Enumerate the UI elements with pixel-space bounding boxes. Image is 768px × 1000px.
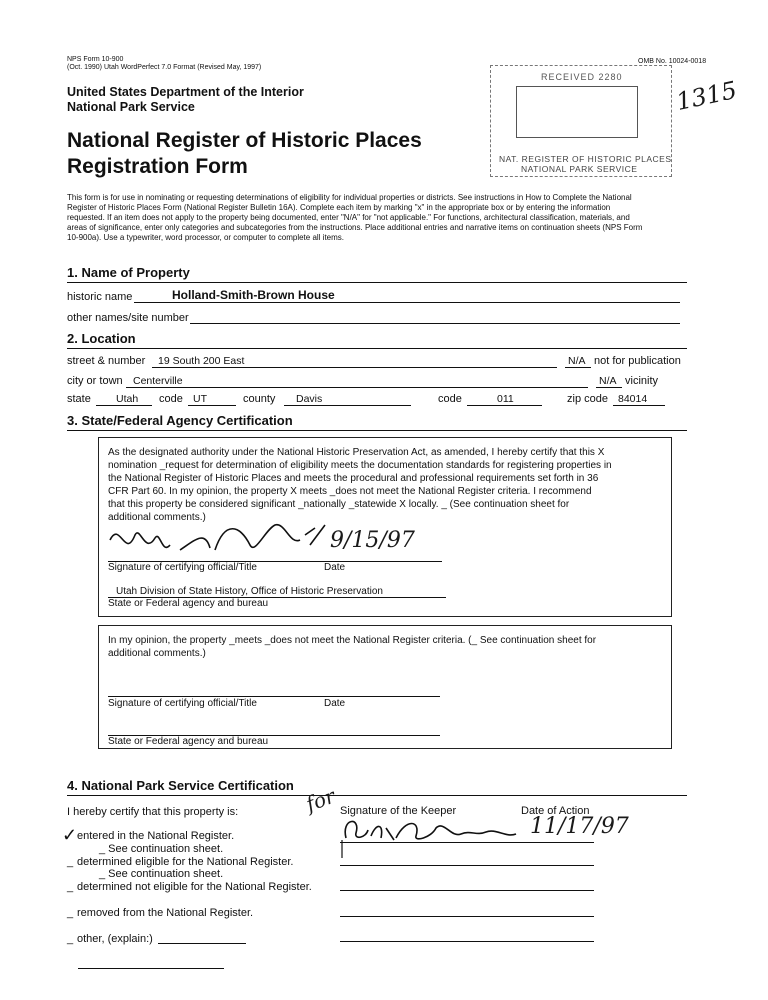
city-label: city or town	[67, 375, 123, 387]
received-stamp	[490, 65, 672, 177]
action-date-handwritten: 11/17/97	[530, 814, 629, 839]
nfp-line	[565, 367, 591, 368]
state-code-label: code	[159, 393, 183, 405]
certifying-date-handwritten: 9/15/97	[330, 528, 415, 553]
stamp-received: RECEIVED 2280	[541, 72, 623, 82]
other-names-label: other names/site number	[67, 312, 189, 324]
instructions-line-3: requested. If an item does not apply to the property being documented, enter "N/A" for "not applicable." For functions, architectural classification, materials, and	[67, 213, 630, 222]
opinion-signature-line[interactable]	[108, 696, 440, 697]
historic-name-label: historic name	[67, 291, 133, 303]
other-names-field[interactable]	[190, 323, 680, 324]
cert-line-4: CFR Part 60. In my opinion, the property X meets _does not meet the National Register criteria. I recommend	[108, 486, 592, 497]
opinion-date-label: Date	[324, 698, 346, 709]
keeper-signature-label: Signature of the Keeper	[340, 805, 457, 817]
status-eligible-continuation: _ See continuation sheet.	[99, 868, 224, 880]
omb-number: OMB No. 10024-0018	[638, 58, 707, 65]
vicinity-field[interactable]: N/A	[599, 375, 617, 387]
form-subtitle: Registration Form	[67, 155, 248, 178]
county-label: county	[243, 393, 276, 405]
form-title: National Register of Historic Places	[67, 129, 422, 152]
not-eligible-mark[interactable]: _	[67, 881, 74, 893]
handwritten-number: 1315	[673, 75, 740, 117]
cert-line-6: additional comments.)	[108, 512, 206, 523]
zip-label: zip code	[567, 393, 608, 405]
date-of-action-label: Date of Action	[521, 805, 590, 817]
entered-checkmark[interactable]: ✓	[62, 825, 78, 845]
status-entered: entered in the National Register.	[77, 830, 235, 842]
status-not-eligible: determined not eligible for the National Register.	[77, 881, 312, 893]
removed-mark[interactable]: _	[67, 907, 74, 919]
county-code-field[interactable]: 011	[497, 393, 514, 405]
opinion-signature-label: Signature of certifying official/Title	[108, 698, 257, 709]
status-entered-continuation: _ See continuation sheet.	[99, 843, 224, 855]
section-1-rule	[67, 282, 687, 283]
section-3-heading: 3. State/Federal Agency Certification	[67, 413, 293, 428]
city-field[interactable]: Centerville	[133, 375, 183, 387]
service-name: National Park Service	[67, 100, 195, 114]
section-2-heading: 2. Location	[67, 331, 136, 346]
section-3-rule	[67, 430, 687, 431]
historic-name-field[interactable]: Holland-Smith-Brown House	[172, 288, 335, 302]
other-explain-line-2[interactable]	[78, 968, 224, 969]
stamp-register-line2: NATIONAL PARK SERVICE	[521, 164, 638, 174]
instructions-line-4: areas of significance, enter only categories and subcategories from the instructions. Place additional entries and narrative items on continuation sheets (NPS Form	[67, 223, 643, 232]
keeper-line-3[interactable]	[340, 890, 594, 891]
historic-name-line	[134, 302, 680, 303]
cert-signature-label: Signature of certifying official/Title	[108, 562, 257, 573]
county-code-label: code	[438, 393, 462, 405]
nps-cert-intro: I hereby certify that this property is:	[67, 806, 239, 818]
other-mark[interactable]: _	[67, 933, 74, 945]
status-eligible: determined eligible for the National Register.	[77, 856, 294, 868]
cert-line-3: the National Register of Historic Places and meets the procedural and professional requirements set forth in 36	[108, 473, 599, 484]
form-number: NPS Form 10-900	[67, 56, 124, 63]
eligible-mark[interactable]: _	[67, 856, 74, 868]
status-removed: removed from the National Register.	[77, 907, 254, 919]
other-explain-line[interactable]	[158, 943, 246, 944]
zip-field[interactable]: 84014	[618, 393, 648, 405]
nfp-field[interactable]: N/A	[568, 355, 586, 367]
opinion-line-2: additional comments.)	[108, 648, 206, 659]
cert-line-2: nomination _request for determination of eligibility meets the documentation standards for registering properties in	[108, 460, 612, 471]
stamp-register-line1: NAT. REGISTER OF HISTORIC PLACES	[499, 154, 672, 164]
status-other: other, (explain:)	[77, 933, 153, 945]
cert-line-1: As the designated authority under the National Historic Preservation Act, as amended, I hereby certify that this X	[108, 447, 605, 458]
keeper-line-5[interactable]	[340, 941, 594, 942]
keeper-line-4[interactable]	[340, 916, 594, 917]
form-revision: (Oct. 1990) Utah WordPerfect 7.0 Format (Revised May, 1997)	[67, 64, 262, 71]
section-1-heading: 1. Name of Property	[67, 265, 190, 280]
handwritten-for: for	[302, 783, 339, 817]
vicinity-label: vicinity	[625, 375, 659, 387]
opinion-agency-label: State or Federal agency and bureau	[108, 736, 269, 747]
vicinity-line	[596, 387, 622, 388]
section-2-rule	[67, 348, 687, 349]
department-name: United States Department of the Interior	[67, 85, 304, 99]
instructions-line-5: 10-900a). Use a typewriter, word processor, or computer to complete all items.	[67, 233, 345, 242]
street-label: street & number	[67, 355, 146, 367]
city-line	[126, 387, 588, 388]
street-line	[152, 367, 557, 368]
section-4-heading: 4. National Park Service Certification	[67, 778, 294, 793]
nfp-label: not for publication	[594, 355, 681, 367]
instructions-line-2: Register of Historic Places Form (National Register Bulletin 16A). Complete each item by marking "x" in the appropriate box or by entering the information	[67, 203, 611, 212]
agency-field[interactable]: Utah Division of State History, Office of Historic Preservation	[116, 586, 383, 597]
state-code-field[interactable]: UT	[193, 393, 207, 405]
zip-line	[613, 405, 665, 406]
state-field[interactable]: Utah	[116, 393, 139, 405]
keeper-line-2[interactable]	[340, 865, 594, 866]
county-code-line	[467, 405, 542, 406]
agency-label: State or Federal agency and bureau	[108, 598, 269, 609]
street-field[interactable]: 19 South 200 East	[158, 355, 245, 367]
opinion-line-1: In my opinion, the property _meets _does not meet the National Register criteria. (_ See continuation sheet for	[108, 635, 597, 646]
cert-line-5: that this property be considered significant _nationally _statewide X locally. _ (See continuation sheet for	[108, 499, 570, 510]
keeper-signature	[336, 808, 536, 858]
county-line	[284, 405, 411, 406]
cert-date-label: Date	[324, 562, 346, 573]
state-code-line	[188, 405, 236, 406]
state-label: state	[67, 393, 91, 405]
instructions-line-1: This form is for use in nominating or requesting determinations of eligibility for individual properties or districts. See instructions in How to Complete the National	[67, 193, 632, 202]
section-4-rule	[67, 795, 687, 796]
keeper-line-1[interactable]	[340, 842, 594, 843]
county-field[interactable]: Davis	[296, 393, 323, 405]
stamp-inner-box	[516, 86, 638, 138]
state-line	[96, 405, 152, 406]
